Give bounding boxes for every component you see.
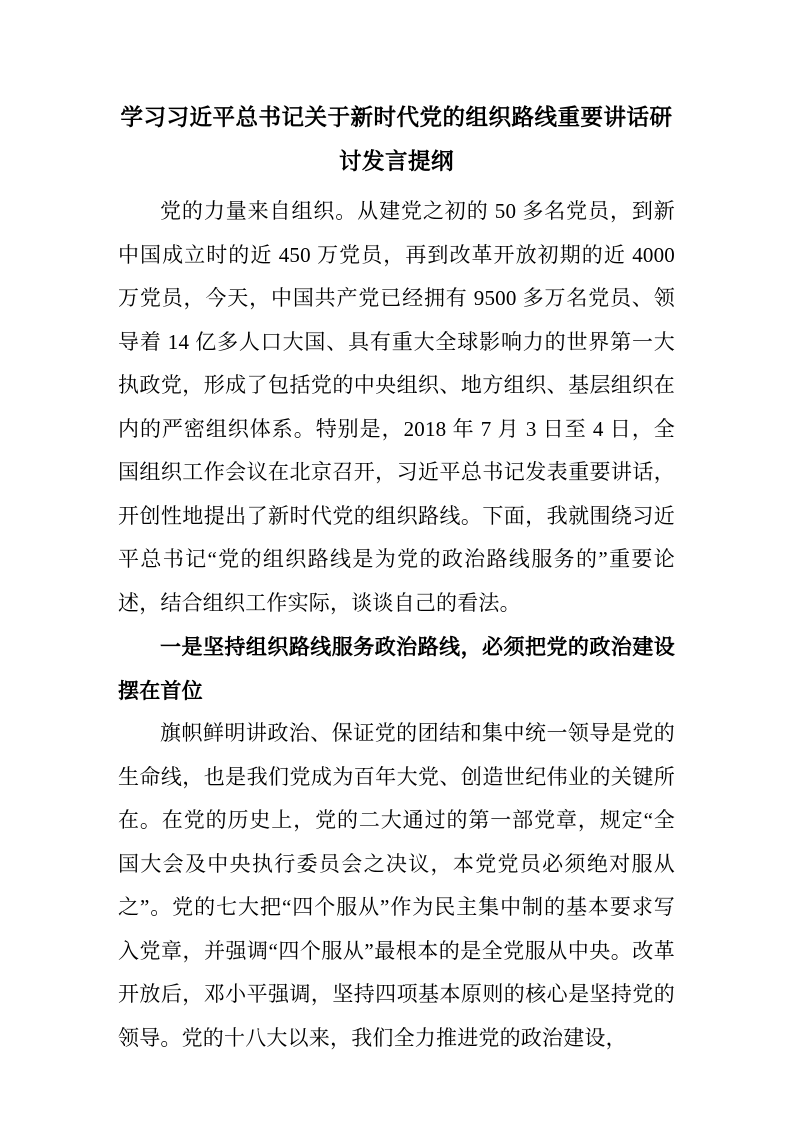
section-heading-1: 一是坚持组织路线服务政治路线，必须把党的政治建设摆在首位 (118, 634, 675, 703)
page-title: 学习习近平总书记关于新时代党的组织路线重要讲话研讨发言提纲 (120, 105, 673, 175)
paragraph-2: 旗帜鲜明讲政治、保证党的团结和集中统一领导是党的生命线，也是我们党成为百年大党、创造世纪伟业的关键所在。在党的历史上，党的二大通过的第一部党章，规定“全国大会及中央执行委员会之决议，本党党员必须绝对服从之”。党的七大把“四个服从”作为民主集中制的基本要求写入党章，并强调“四个服从”最根本的是全党服从中央。改革开放后，邓小平强调，坚持四项基本原则的核心是坚持党的领导。党的十八大以来，我们全力推进党的政治建设， (118, 721, 675, 1050)
paragraph-1: 党的力量来自组织。从建党之初的 50 多名党员，到新中国成立时的近 450 万党员，再到改革开放初期的近 4000 万党员，今天，中国共产党已经拥有 9500 多万名党员、领导着 14 亿多人口大国、具有重大全球影响力的世界第一大执政党，形成了包括党的中央组织、地方组织、基层组织在内的严密组织体系。特别是，2018 年 7 月 3 日至 4 日，全国组织工作会议在北京召开，习近平总书记发表重要讲话，开创性地提出了新时代党的组织路线。下面，我就围绕习近平总书记“党的组织路线是为党的政治路线服务的”重要论述，结合组织工作实际，谈谈自己的看法。 (118, 199, 675, 615)
